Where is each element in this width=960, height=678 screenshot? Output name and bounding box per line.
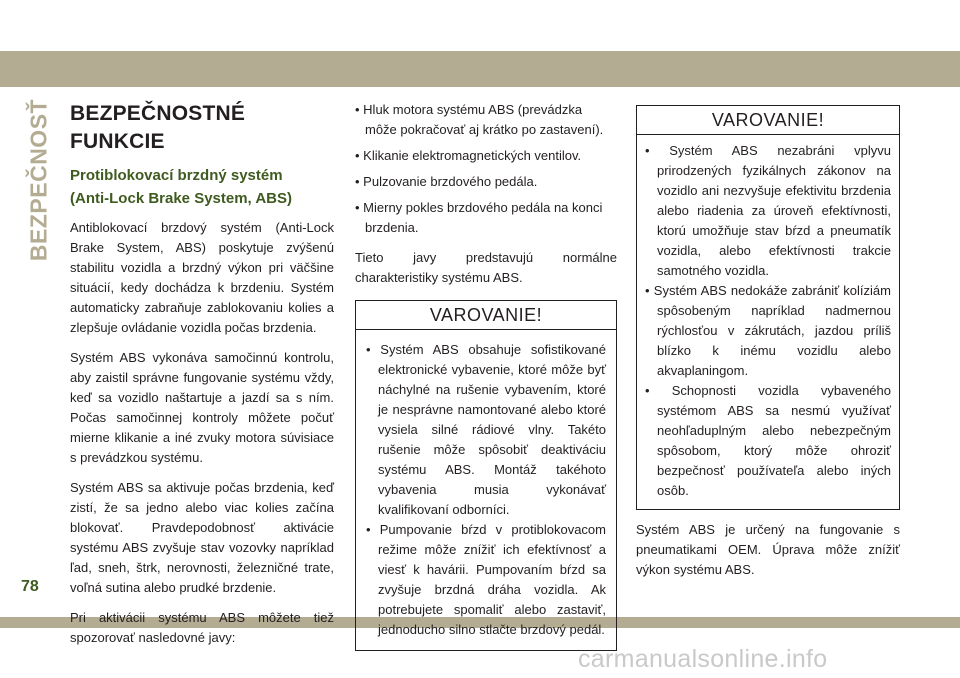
warning-box: [355, 300, 617, 651]
warning-item: • Systém ABS nedokáže zabrániť kolíziám spôsobeným napríklad nadmernou rýchlosťou v zákrutách, jazdou príliš blízko k inému vozidlu alebo akvaplaningom.: [645, 283, 891, 378]
section-side-title: [20, 90, 58, 270]
warning-title: VAROVANIE!: [356, 301, 616, 330]
column-middle: [355, 100, 617, 661]
paragraph: Systém ABS sa aktivuje počas brzdenia, keď zistí, že sa jedno alebo viac kolies začína blokovať. Pravdepodobnosť aktivácie systému ABS zvyšuje stav vozovky napríklad ľad, sneh, štrk, nerovnosti, železničné trate, voľná sutina alebo prudké brzdenie.: [70, 480, 334, 595]
page-number: 78: [21, 578, 39, 595]
warning-box: [636, 105, 900, 510]
section-heading-line2: (Anti-Lock Brake System, ABS): [70, 190, 292, 207]
list-item: • Mierny pokles brzdového pedála na konci brzdenia.: [355, 200, 603, 235]
warning-list: [637, 135, 899, 509]
warning-item: • Schopnosti vozidla vybaveného systémom ABS sa nesmú využívať neohľaduplným alebo nebezpečným spôsobom, ktorý môže ohroziť bezpečnosť používateľa alebo iných osôb.: [645, 383, 891, 498]
section-heading-line1: Protiblokovací brzdný systém: [70, 167, 283, 184]
warning-item: • Systém ABS obsahuje sofistikované elektronické vybavenie, ktoré môže byť náchylné na rušenie vybavením, ktoré je nesprávne namontované alebo ktoré vysiela silné rádiové vlny. Takéto rušenie môže spôsobiť deaktiváciu systému ABS. Montáž takéhoto vybavenia musia vykonávať kvalifikovaní odborníci.: [366, 342, 606, 517]
warning-item: • Systém ABS nezabráni vplyvu prirodzených fyzikálnych zákonov na vozidlo ani nezvyšuje efektivitu brzdenia alebo riadenia za úroveň efektívnosti, ktorú umožňuje stav bŕzd a pneumatík vozidla, alebo efektívnosti trakcie samotného vozidla.: [645, 143, 891, 278]
paragraph: Pri aktivácii systému ABS môžete tiež spozorovať nasledovné javy:: [70, 610, 334, 645]
paragraph: Systém ABS vykonáva samočinnú kontrolu, aby zaistil správne fungovanie systému vždy, keď sa vozidlo naštartuje a jazdí sa s ním. Počas samočinnej kontroly môžete počuť mierne klikanie a iné zvuky motora súvisiace s prevádzkou systému.: [70, 350, 334, 465]
paragraph: Systém ABS je určený na fungovanie s pneumatikami OEM. Úprava môže znížiť výkon systému ABS.: [636, 522, 900, 577]
list-item: • Pulzovanie brzdového pedála.: [355, 174, 538, 189]
list-item: • Hluk motora systému ABS (prevádzka môže pokračovať aj krátko po zastavení).: [355, 102, 604, 137]
side-title-text: BEZPEČNOSŤ: [25, 98, 52, 262]
watermark: carmanualsonline.info: [578, 645, 828, 673]
column-left: [70, 100, 334, 658]
warning-item: • Pumpovanie bŕzd v protiblokovacom režime môže znížiť ich efektívnosť a viesť k havárii. Pumpovaním bŕzd sa zvyšuje brzdná dráha vozidla. Ak potrebujete spomaliť alebo zastaviť, jednoducho silno stlačte brzdový pedál.: [366, 522, 606, 637]
warning-list: [356, 330, 616, 650]
list-item: • Klikanie elektromagnetických ventilov.: [355, 148, 582, 163]
page-title: BEZPEČNOSTNÉ FUNKCIE: [70, 102, 246, 153]
section-heading: [70, 164, 334, 210]
paragraph: Tieto javy predstavujú normálne charakteristiky systému ABS.: [355, 250, 617, 285]
top-band: [0, 51, 960, 87]
paragraph: Antiblokovací brzdový systém (Anti-Lock Brake System, ABS) poskytuje zvýšenú stabilitu vozidla a brzdný výkon pri väčšine situácií, kedy dochádza k brzdeniu. Systém automaticky zabraňuje zablokovaniu kolies a zlepšuje ovládanie vozidla počas brzdenia.: [70, 220, 334, 335]
warning-title: VAROVANIE!: [637, 106, 899, 135]
symptom-list: [355, 100, 617, 238]
column-right: [636, 105, 900, 590]
